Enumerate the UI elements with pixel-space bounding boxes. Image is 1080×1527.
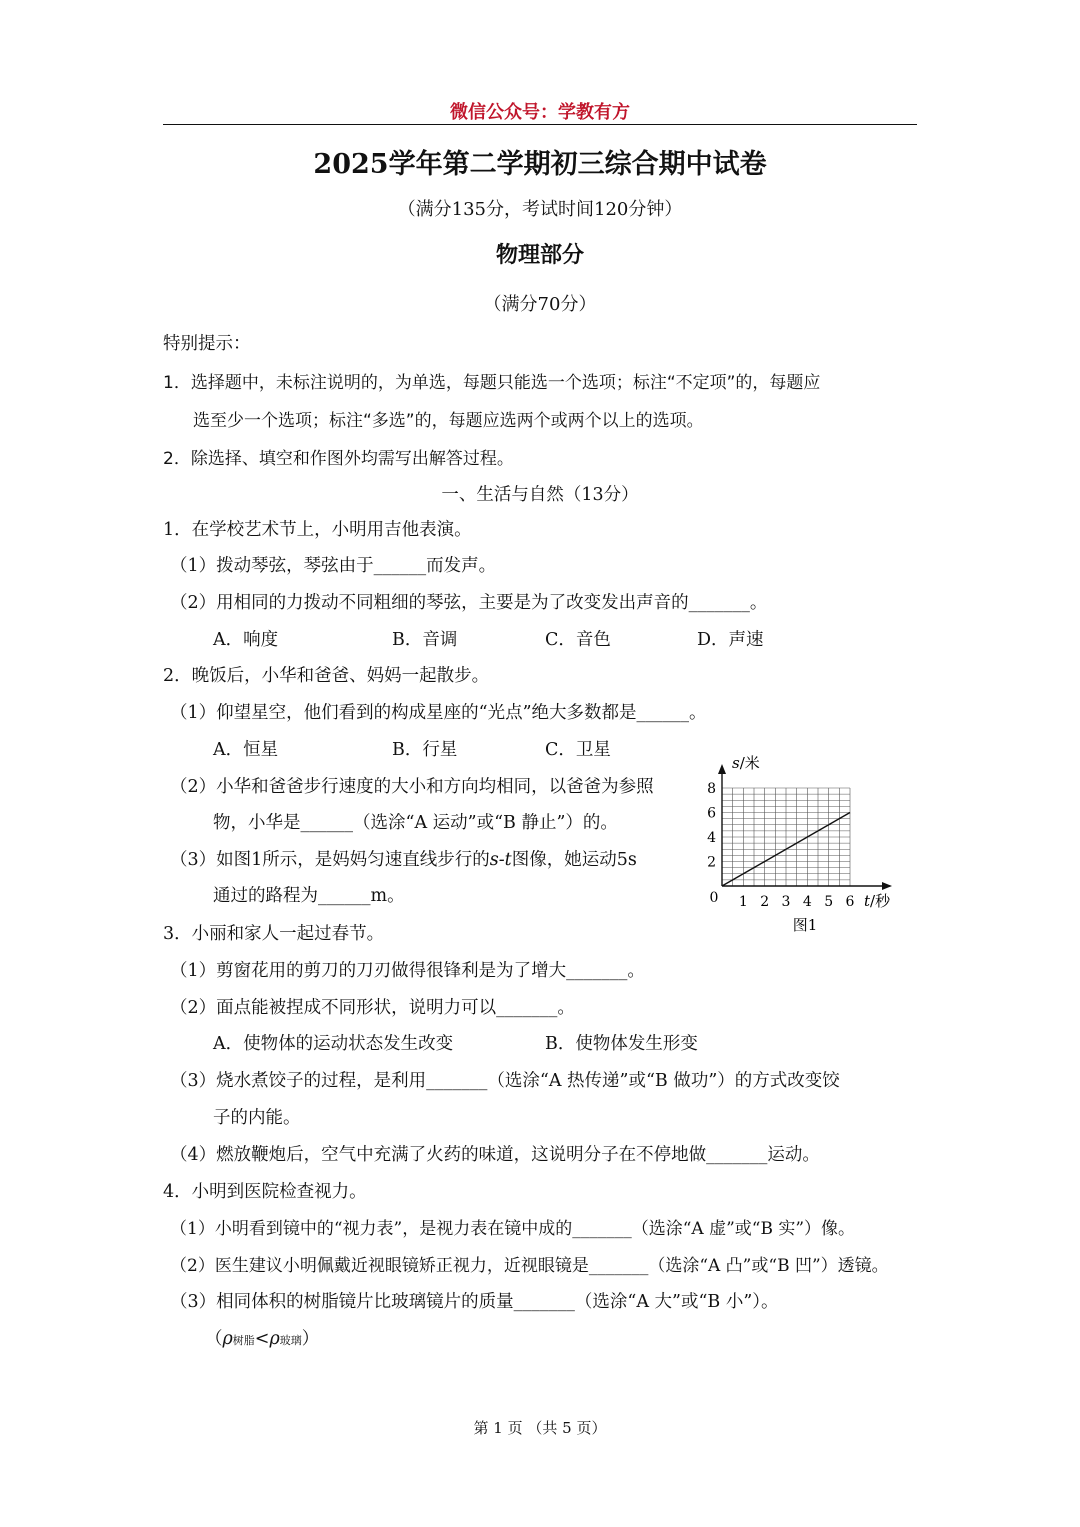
notice-item1-line1: 1．选择题中，未标注说明的，为单选，每题只能选一个选项；标注“不定项”的，每题应 (163, 373, 821, 393)
st-variable: s-t (489, 850, 512, 870)
header-watermark: 微信公众号：学教有方 (450, 102, 630, 123)
q1-sub2: （2）用相同的力拨动不同粗细的琴弦，主要是为了改变发出声音的_______。 (170, 593, 768, 613)
y-tick-label: 8 (707, 781, 716, 797)
q2-sub2-line1: （2）小华和爸爸步行速度的大小和方向均相同，以爸爸为参照 (170, 777, 654, 797)
x-tick-label: 2 (760, 894, 770, 910)
x-axis-var: t (864, 892, 871, 910)
q3-sub3-line2: 子的内能。 (213, 1108, 301, 1128)
x-axis-unit: /秒 (870, 892, 891, 910)
q3-stem: 3．小丽和家人一起过春节。 (163, 924, 385, 944)
figure-1-st-graph (700, 750, 910, 940)
density-note: （ρ树脂<ρ玻璃） (205, 1329, 320, 1349)
q2-sub3-line1: （3）如图1所示，是妈妈匀速直线步行的s-t图像，她运动5s (170, 850, 637, 870)
origin-label: 0 (709, 890, 719, 906)
y-tick-label: 4 (707, 830, 716, 846)
q3-option-a: A．使物体的运动状态发生改变 (213, 1034, 454, 1054)
q3-sub4: （4）燃放鞭炮后，空气中充满了火药的味道，这说明分子在不停地做_______运动。 (170, 1145, 820, 1165)
q2-option-c: C．卫星 (545, 740, 611, 760)
y-axis-arrow (718, 764, 726, 774)
x-tick-label: 6 (845, 894, 855, 910)
exam-title: 2025学年第二学期初三综合期中试卷 (313, 149, 767, 180)
y-tick-label: 2 (707, 854, 716, 871)
q1-option-b: B．音调 (392, 630, 458, 650)
q2-option-a: A．恒星 (213, 740, 279, 760)
q1-sub1: （1）拨动琴弦，琴弦由于______而发声。 (170, 556, 497, 576)
q2-sub2-line2: 物，小华是______（选涂“A 运动”或“B 静止”）的。 (213, 813, 618, 833)
y-axis-unit: /米 (739, 754, 760, 772)
notice-item2: 2．除选择、填空和作图外均需写出解答过程。 (163, 449, 514, 469)
x-tick-label: 1 (738, 894, 748, 910)
notice-item1-line2: 选至少一个选项；标注“多选”的，每题应选两个或两个以上的选项。 (193, 411, 704, 431)
x-tick-label: 3 (781, 894, 791, 910)
total-score: （满分135分，考试时间120分钟） (397, 199, 683, 220)
q1-option-d: D．声速 (697, 630, 764, 650)
graph-grid (722, 788, 850, 886)
q2-option-b: B．行星 (392, 740, 458, 760)
y-axis-var: s (732, 754, 740, 772)
y-axis-label (732, 754, 760, 772)
header-rule (163, 124, 917, 125)
section-score: （满分70分） (483, 294, 597, 315)
q3-sub1: （1）剪窗花用的剪刀的刀刃做得很锋利是为了增大_______。 (170, 961, 645, 981)
q2-sub3-line2: 通过的路程为______m。 (213, 886, 405, 906)
notice-label: 特别提示： (163, 334, 251, 354)
q3-sub3-line1: （3）烧水煮饺子的过程，是利用_______（选涂“A 热传递”或“B 做功”）的方式改变饺 (170, 1071, 840, 1091)
x-axis-arrow (882, 882, 892, 890)
q4-sub1: （1）小明看到镜中的“视力表”，是视力表在镜中成的_______（选涂“A 虚”或“B 实”）像。 (170, 1219, 856, 1239)
x-axis-label (864, 892, 891, 910)
q2-stem: 2．晚饭后，小华和爸爸、妈妈一起散步。 (163, 666, 490, 686)
x-tick-label: 4 (802, 894, 812, 910)
q4-sub2: （2）医生建议小明佩戴近视眼镜矫正视力，近视眼镜是_______（选涂“A 凸”或“B 凹”）透镜。 (170, 1256, 889, 1276)
figure-caption: 图1 (792, 916, 818, 934)
q1-option-a: A．响度 (213, 630, 279, 650)
y-tick-label: 6 (707, 805, 716, 822)
part1-title: 一、生活与自然（13分） (441, 485, 639, 505)
q3-sub2: （2）面点能被捏成不同形状，说明力可以_______。 (170, 998, 575, 1018)
q1-option-c: C．音色 (545, 630, 611, 650)
q2-sub1: （1）仰望星空，他们看到的构成星座的“光点”绝大多数都是______。 (170, 703, 707, 723)
q4-sub3: （3）相同体积的树脂镜片比玻璃镜片的质量_______（选涂“A 大”或“B 小”）。 (170, 1292, 779, 1312)
graph-axes (718, 764, 892, 890)
section-title: 物理部分 (495, 243, 584, 268)
x-tick-label: 5 (824, 894, 834, 910)
page-footer: 第 1 页 （共 5 页） (473, 1419, 607, 1437)
q4-stem: 4．小明到医院检查视力。 (163, 1182, 367, 1202)
q1-stem: 1．在学校艺术节上，小明用吉他表演。 (163, 520, 472, 540)
q3-option-b: B．使物体发生形变 (545, 1034, 698, 1054)
